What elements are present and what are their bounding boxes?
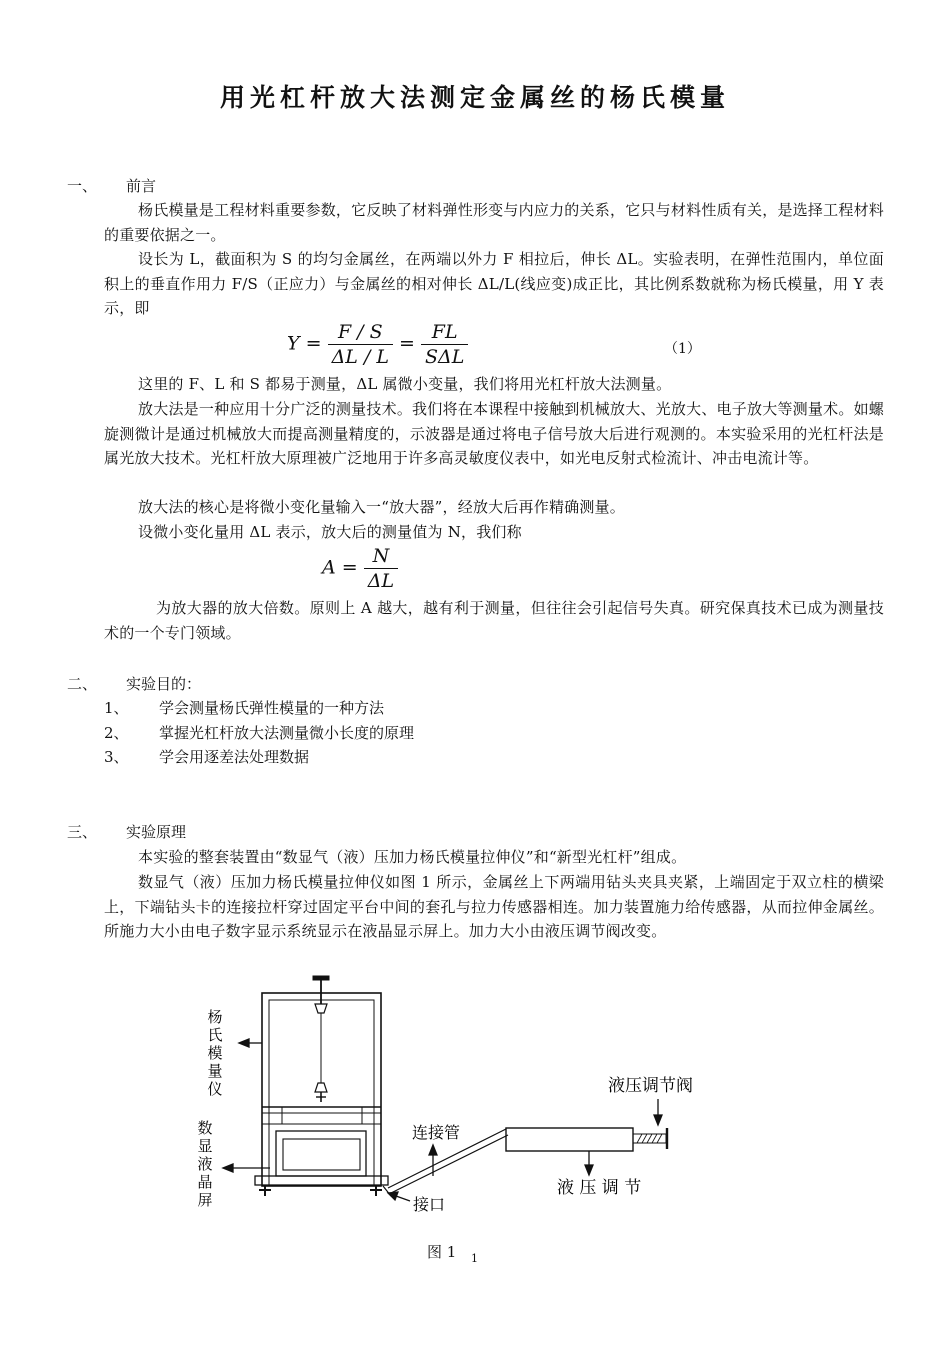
- label-char: 仪: [207, 1080, 223, 1098]
- section-title: 实验目的：: [126, 675, 202, 693]
- page-title: 用光杠杆放大法测定金属丝的杨氏模量: [219, 83, 730, 112]
- label-char: 数: [197, 1119, 213, 1137]
- section-heading-1: [67, 174, 367, 198]
- callout-arrows: [223, 1039, 662, 1201]
- section-number: 二、: [67, 675, 98, 693]
- pipe-label: 连接管: [412, 1123, 461, 1142]
- denominator: ΔL / L: [331, 346, 389, 368]
- label-char: 晶: [197, 1173, 213, 1191]
- list-number: 2、: [104, 724, 129, 742]
- adjust-label: 液 压 调 节: [557, 1178, 642, 1198]
- label-char: 模: [207, 1044, 223, 1062]
- denominator: ΔL: [367, 570, 395, 592]
- page-number: 1: [471, 1252, 478, 1265]
- valve-label: 液压调节阀: [608, 1076, 693, 1096]
- paragraph: 本实验的整套装置由“数显气（液）压加力杨氏模量拉伸仪”和“新型光杠杆”组成。: [138, 848, 687, 866]
- equation-number: （1）: [664, 341, 701, 357]
- list-item: [104, 696, 604, 720]
- label-char: 量: [207, 1062, 223, 1080]
- label-char: 显: [197, 1137, 213, 1155]
- paragraph: 为放大器的放大倍数。原则上 A 越大，越有利于测量，但往往会引起信号失真。研究保真技术已成为测量技术的一个专门领域。: [104, 599, 884, 642]
- list-number: 1、: [104, 699, 129, 717]
- figure-caption: 图 1: [427, 1243, 457, 1261]
- paragraph: 杨氏模量是工程材料重要参数，它反映了材料弹性形变与内应力的关系，它只与材料性质有关，是选择工程材料的重要依据之一。: [104, 201, 884, 244]
- apparatus-diagram: [0, 965, 950, 1245]
- list-item: [104, 721, 604, 745]
- equation-2: A = $\frac{N}{\Delta L}$: [322, 544, 398, 594]
- list-text: 学会用逐差法处理数据: [159, 748, 310, 766]
- paragraph: 设微小变化量用 ΔL 表示，放大后的测量值为 N，我们称: [138, 523, 522, 541]
- list-number: 3、: [104, 748, 129, 766]
- section-title: 实验原理: [126, 823, 187, 841]
- section-title: 前言: [126, 177, 157, 195]
- paragraph: 这里的 F、L 和 S 都易于测量，ΔL 属微小变量，我们将用光杠杆放大法测量。: [138, 375, 672, 393]
- paragraph: 放大法是一种应用十分广泛的测量技术。我们将在本课程中接触到机械放大、光放大、电子放大等测量术。如螺旋测微计是通过机械放大而提高测量精度的，示波器是通过将电子信号放大后进行观测的。本实验采用的光杠杆法是属光放大技术。光杠杆放大原理被广泛地用于许多高灵敏度仪表中，如光电反射式检流计、冲击电流计等。: [104, 400, 884, 467]
- equation-lhs: A: [322, 556, 336, 579]
- screen-box: [276, 1131, 366, 1176]
- list-text: 学会测量杨氏弹性模量的一种方法: [159, 699, 385, 717]
- numerator: N: [364, 544, 398, 569]
- hydraulic-cylinder: [506, 1128, 667, 1151]
- list-item: [104, 745, 604, 769]
- paragraph: 设长为 L，截面积为 S 的均匀金属丝，在两端以外力 F 相拉后，伸长 ΔL。实验表明，在弹性范围内，单位面积上的垂直作用力 F/S（正应力）与金属丝的相对伸长 ΔL/L(线应变)成正比，其比例系数就称为杨氏模量，用 Y 表示，即: [104, 250, 884, 317]
- fraction: [328, 320, 393, 369]
- section-heading-2: [67, 672, 367, 696]
- equation-lhs: Y: [287, 332, 300, 355]
- label-char: 氏: [207, 1026, 223, 1044]
- fraction: [364, 544, 398, 593]
- label-char: 杨: [207, 1008, 223, 1026]
- paragraph: 放大法的核心是将微小变化量输入一“放大器”，经放大后再作精确测量。: [138, 498, 625, 516]
- fraction: [421, 320, 468, 369]
- numerator: F / S: [328, 320, 393, 345]
- equation-1: Y = $\frac{F / S}{\Delta L / L}$ = $\frac{FL}{\text{SΔL}}$: [287, 320, 468, 372]
- section-number: 三、: [67, 823, 98, 841]
- paragraph: 数显气（液）压加力杨氏模量拉伸仪如图 1 所示，金属丝上下两端用钻头夹具夹紧，上端固定于双立柱的横梁上，下端钻头卡的连接拉杆穿过固定平台中间的套孔与拉力传感器相连。加力装置施力给传感器，从而拉伸金属丝。所施力大小由电子数字显示系统显示在液晶显示屏上。加力大小由液压调节阀改变。: [104, 873, 884, 940]
- feet: [259, 1186, 382, 1196]
- port-label: 接口: [413, 1195, 446, 1214]
- wire-and-clamps: [313, 976, 329, 1102]
- section-heading-3: [67, 820, 367, 844]
- label-char: 液: [197, 1155, 213, 1173]
- label-char: 屏: [197, 1191, 213, 1209]
- denominator: SΔL: [425, 346, 465, 368]
- list-text: 掌握光杠杆放大法测量微小长度的原理: [159, 724, 415, 742]
- section-number: 一、: [67, 177, 98, 195]
- numerator: FL: [421, 320, 468, 345]
